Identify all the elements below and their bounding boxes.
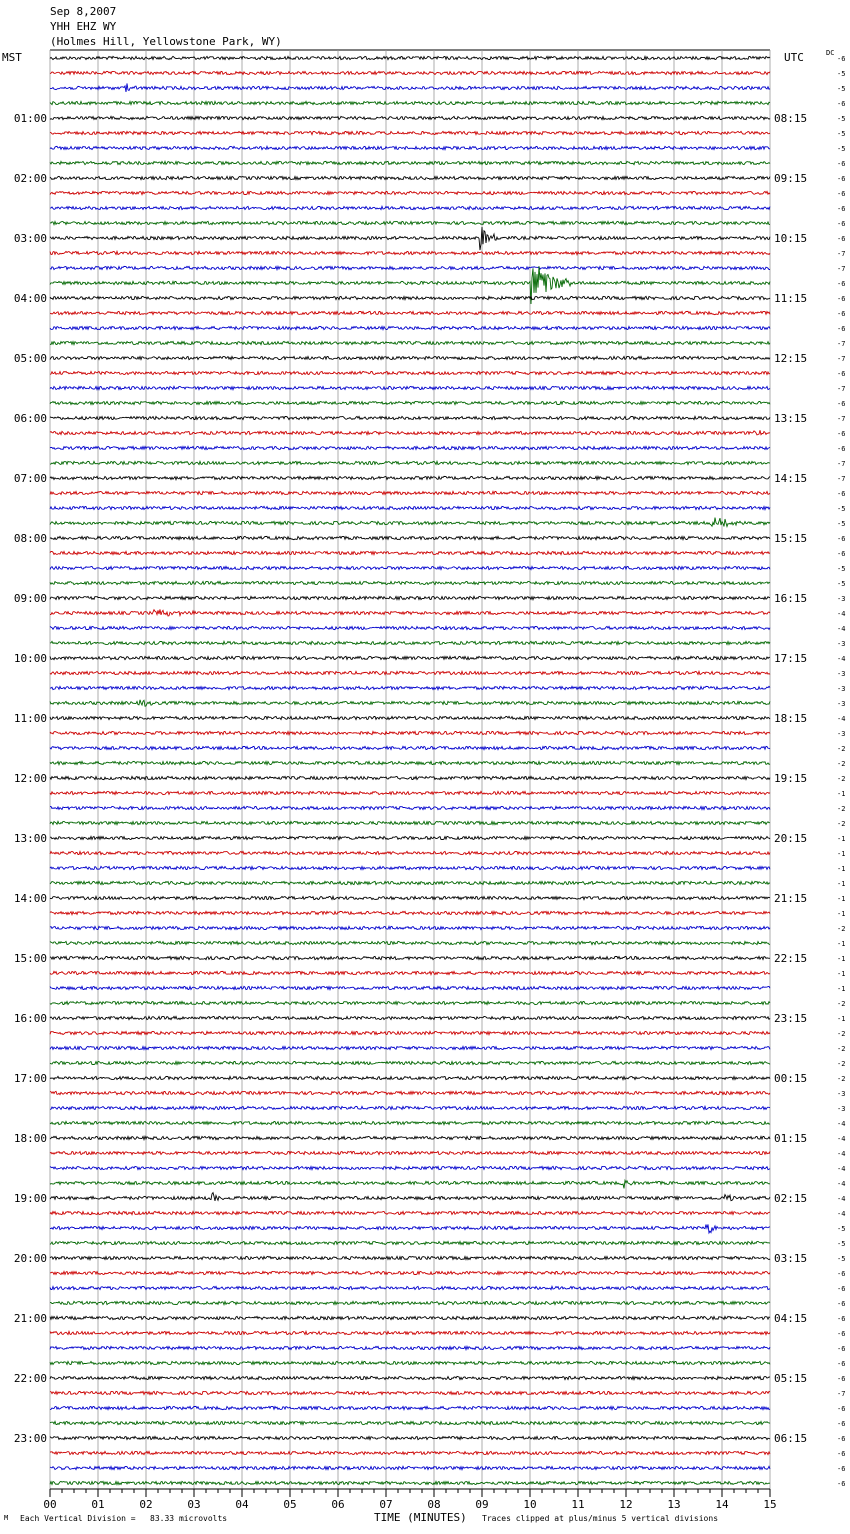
dc-offset-label: -5 bbox=[837, 130, 846, 138]
seismic-trace bbox=[50, 1076, 770, 1079]
seismic-trace bbox=[50, 1436, 770, 1439]
dc-offset-label: -1 bbox=[837, 940, 846, 948]
utc-hour-label: 20:15 bbox=[774, 832, 808, 845]
dc-offset-label: -6 bbox=[837, 280, 846, 288]
seismic-trace bbox=[50, 656, 770, 659]
dc-offset-label: -1 bbox=[837, 955, 846, 963]
seismic-trace bbox=[50, 1181, 770, 1189]
seismic-trace bbox=[50, 1211, 770, 1214]
x-tick-label: 07 bbox=[379, 1498, 393, 1511]
dc-offset-label: -7 bbox=[837, 475, 846, 483]
dc-offset-label: -6 bbox=[837, 220, 846, 228]
seismic-trace bbox=[50, 1406, 770, 1409]
seismic-trace bbox=[50, 1316, 770, 1319]
dc-offset-label: -1 bbox=[837, 895, 846, 903]
mst-hour-label: 11:00 bbox=[13, 712, 47, 725]
dc-offset-label: -6 bbox=[837, 370, 846, 378]
dc-offset-label: -6 bbox=[837, 175, 846, 183]
seismic-trace bbox=[50, 416, 770, 419]
dc-offset-label: -7 bbox=[837, 385, 846, 393]
seismic-trace bbox=[50, 836, 770, 839]
dc-offset-label: -6 bbox=[837, 1375, 846, 1383]
dc-offset-label: -5 bbox=[837, 1240, 846, 1248]
seismic-trace bbox=[50, 671, 770, 674]
seismic-trace bbox=[50, 326, 770, 329]
seismic-trace bbox=[50, 626, 770, 629]
seismic-trace bbox=[50, 806, 770, 809]
seismic-trace bbox=[50, 266, 770, 269]
seismic-trace bbox=[50, 641, 770, 644]
seismic-trace bbox=[50, 1331, 770, 1334]
seismic-trace bbox=[50, 83, 770, 92]
hour-label-group bbox=[14, 55, 846, 1488]
utc-hour-label: 06:15 bbox=[774, 1432, 808, 1445]
mst-hour-label: 17:00 bbox=[13, 1072, 47, 1085]
dc-offset-label: -6 bbox=[837, 445, 846, 453]
seismic-trace bbox=[50, 1121, 770, 1124]
x-tick-label: 12 bbox=[619, 1498, 633, 1511]
x-tick-label: 06 bbox=[331, 1498, 345, 1511]
seismic-trace bbox=[50, 1224, 770, 1233]
seismic-trace bbox=[50, 1031, 770, 1034]
dc-offset-label: -2 bbox=[837, 820, 846, 828]
dc-offset-label: -6 bbox=[837, 235, 846, 243]
seismic-trace bbox=[50, 776, 770, 779]
dc-offset-label: -1 bbox=[837, 880, 846, 888]
dc-offset-label: -7 bbox=[837, 1390, 846, 1398]
dc-offset-label: -6 bbox=[837, 1480, 846, 1488]
seismic-trace bbox=[50, 296, 770, 299]
dc-offset-label: -6 bbox=[837, 430, 846, 438]
seismic-trace bbox=[50, 116, 770, 119]
x-tick-label: 15 bbox=[763, 1498, 777, 1511]
mst-hour-label: 04:00 bbox=[13, 292, 47, 305]
seismic-trace bbox=[50, 1361, 770, 1364]
x-tick-label: 00 bbox=[43, 1498, 57, 1511]
dc-offset-label: -6 bbox=[837, 1465, 846, 1473]
utc-hour-label: 04:15 bbox=[774, 1312, 808, 1325]
dc-offset-label: -4 bbox=[837, 1210, 846, 1218]
dc-offset-label: -5 bbox=[837, 505, 846, 513]
scale-note: Each Vertical Division = 83.33 microvolts bbox=[20, 1514, 228, 1523]
x-tick-label: 08 bbox=[427, 1498, 441, 1511]
dc-offset-label: -6 bbox=[837, 1405, 846, 1413]
dc-offset-label: -4 bbox=[837, 1165, 846, 1173]
seismic-trace bbox=[50, 1286, 770, 1289]
utc-hour-label: 01:15 bbox=[774, 1132, 808, 1145]
dc-offset-label: -7 bbox=[837, 460, 846, 468]
x-tick-label: 11 bbox=[571, 1498, 585, 1511]
corner-mark: M bbox=[4, 1514, 9, 1522]
mst-hour-label: 13:00 bbox=[13, 832, 47, 845]
dc-offset-label: -6 bbox=[837, 295, 846, 303]
dc-offset-label: -2 bbox=[837, 760, 846, 768]
utc-hour-label: 21:15 bbox=[774, 892, 808, 905]
dc-offset-label: -2 bbox=[837, 805, 846, 813]
dc-offset-label: -6 bbox=[837, 100, 846, 108]
seismic-trace bbox=[50, 536, 770, 539]
seismic-trace bbox=[50, 131, 770, 134]
seismic-trace bbox=[50, 1061, 770, 1064]
utc-hour-label: 15:15 bbox=[774, 532, 808, 545]
seismic-trace bbox=[50, 1106, 770, 1109]
dc-offset-label: -4 bbox=[837, 655, 846, 663]
dc-offset-label: -6 bbox=[837, 1270, 846, 1278]
mst-hour-label: 07:00 bbox=[13, 472, 47, 485]
dc-offset-label: -2 bbox=[837, 1030, 846, 1038]
seismic-trace bbox=[50, 971, 770, 974]
seismic-trace bbox=[50, 371, 770, 374]
dc-offset-label: -6 bbox=[837, 1330, 846, 1338]
mst-hour-label: 05:00 bbox=[13, 352, 47, 365]
utc-hour-label: 22:15 bbox=[774, 952, 808, 965]
seismic-trace bbox=[50, 1166, 770, 1169]
utc-hour-label: 17:15 bbox=[774, 652, 808, 665]
dc-offset-label: -7 bbox=[837, 265, 846, 273]
seismic-trace bbox=[50, 1391, 770, 1394]
dc-offset-label: -1 bbox=[837, 1015, 846, 1023]
seismic-trace bbox=[50, 1046, 770, 1049]
utc-hour-label: 23:15 bbox=[774, 1012, 808, 1025]
seismic-trace bbox=[50, 461, 770, 464]
seismic-trace bbox=[50, 881, 770, 884]
dc-offset-label: -6 bbox=[837, 400, 846, 408]
x-tick-label: 09 bbox=[475, 1498, 489, 1511]
mst-hour-label: 03:00 bbox=[13, 232, 47, 245]
dc-offset-label: -2 bbox=[837, 1000, 846, 1008]
mst-hour-label: 06:00 bbox=[13, 412, 47, 425]
dc-offset-label: -6 bbox=[837, 535, 846, 543]
mst-hour-label: 16:00 bbox=[13, 1012, 47, 1025]
x-tick-label: 13 bbox=[667, 1498, 681, 1511]
dc-offset-label: -1 bbox=[837, 850, 846, 858]
seismic-trace bbox=[50, 71, 770, 74]
seismic-trace bbox=[50, 191, 770, 194]
seismic-trace bbox=[50, 221, 770, 224]
x-tick-label: 03 bbox=[187, 1498, 201, 1511]
seismic-trace bbox=[50, 1256, 770, 1259]
dc-offset-label: -7 bbox=[837, 340, 846, 348]
seismic-trace bbox=[50, 911, 770, 914]
seismic-trace bbox=[50, 1136, 770, 1139]
dc-offset-label: -1 bbox=[837, 835, 846, 843]
dc-offset-label: -6 bbox=[837, 1285, 846, 1293]
dc-offset-label: -5 bbox=[837, 70, 846, 78]
utc-hour-label: 09:15 bbox=[774, 172, 808, 185]
x-tick-label: 02 bbox=[139, 1498, 153, 1511]
dc-offset-label: -1 bbox=[837, 865, 846, 873]
seismic-trace bbox=[50, 821, 770, 824]
mst-hour-label: 02:00 bbox=[13, 172, 47, 185]
x-tick-label: 14 bbox=[715, 1498, 729, 1511]
seismic-trace bbox=[50, 956, 770, 959]
utc-hour-label: 00:15 bbox=[774, 1072, 808, 1085]
dc-offset-label: -6 bbox=[837, 205, 846, 213]
dc-offset-label: -5 bbox=[837, 1225, 846, 1233]
dc-offset-label: -5 bbox=[837, 565, 846, 573]
dc-offset-label: -1 bbox=[837, 790, 846, 798]
seismic-trace bbox=[50, 1241, 770, 1244]
dc-offset-label: -3 bbox=[837, 685, 846, 693]
header-date: Sep 8,2007 bbox=[50, 5, 117, 18]
dc-offset-label: -3 bbox=[837, 595, 846, 603]
dc-offset-label: -4 bbox=[837, 1120, 846, 1128]
seismic-trace bbox=[50, 581, 770, 584]
seismic-trace bbox=[50, 686, 770, 689]
clip-note: Traces clipped at plus/minus 5 vertical divisions bbox=[482, 1514, 719, 1523]
utc-hour-label: 08:15 bbox=[774, 112, 808, 125]
utc-hour-label: 19:15 bbox=[774, 772, 808, 785]
dc-offset-label: -2 bbox=[837, 745, 846, 753]
dc-offset-label: -4 bbox=[837, 715, 846, 723]
dc-offset-label: -3 bbox=[837, 700, 846, 708]
dc-offset-label: -2 bbox=[837, 1075, 846, 1083]
seismic-trace bbox=[50, 386, 770, 389]
seismic-trace bbox=[50, 1376, 770, 1379]
mst-hour-label: 01:00 bbox=[13, 112, 47, 125]
seismic-trace bbox=[50, 761, 770, 764]
x-tick-label: 01 bbox=[91, 1498, 105, 1511]
dc-offset-label: -6 bbox=[837, 325, 846, 333]
header-station: YHH EHZ WY bbox=[50, 20, 117, 33]
utc-hour-label: 05:15 bbox=[774, 1372, 808, 1385]
dc-offset-label: -2 bbox=[837, 1045, 846, 1053]
seismic-trace bbox=[50, 1451, 770, 1454]
utc-hour-label: 18:15 bbox=[774, 712, 808, 725]
dc-offset-label: -6 bbox=[837, 160, 846, 168]
mst-hour-label: 18:00 bbox=[13, 1132, 47, 1145]
dc-offset-label: -7 bbox=[837, 250, 846, 258]
seismic-trace bbox=[50, 941, 770, 944]
x-tick-label: 04 bbox=[235, 1498, 249, 1511]
mst-hour-label: 23:00 bbox=[13, 1432, 47, 1445]
dc-offset-label: -7 bbox=[837, 415, 846, 423]
x-axis-label: TIME (MINUTES) bbox=[374, 1511, 467, 1524]
utc-hour-label: 13:15 bbox=[774, 412, 808, 425]
seismic-trace bbox=[50, 491, 770, 494]
seismic-trace bbox=[50, 851, 770, 854]
x-tick-label: 05 bbox=[283, 1498, 297, 1511]
seismic-trace bbox=[50, 1193, 770, 1201]
utc-hour-label: 10:15 bbox=[774, 232, 808, 245]
dc-offset-label: -2 bbox=[837, 925, 846, 933]
dc-offset-label: -7 bbox=[837, 355, 846, 363]
dc-offset-label: -6 bbox=[837, 550, 846, 558]
seismic-trace bbox=[50, 1481, 770, 1484]
header-location: (Holmes Hill, Yellowstone Park, WY) bbox=[50, 35, 282, 48]
dc-offset-label: -4 bbox=[837, 1135, 846, 1143]
seismic-trace bbox=[50, 609, 770, 616]
dc-offset-label: -1 bbox=[837, 985, 846, 993]
dc-offset-label: -2 bbox=[837, 775, 846, 783]
dc-offset-label: -3 bbox=[837, 670, 846, 678]
dc-offset-label: -4 bbox=[837, 1150, 846, 1158]
utc-hour-label: 03:15 bbox=[774, 1252, 808, 1265]
dc-offset-label: -6 bbox=[837, 1300, 846, 1308]
mst-hour-label: 12:00 bbox=[13, 772, 47, 785]
utc-hour-label: 14:15 bbox=[774, 472, 808, 485]
dc-offset-label: -4 bbox=[837, 625, 846, 633]
seismic-trace bbox=[50, 596, 770, 599]
seismic-trace bbox=[50, 986, 770, 989]
dc-offset-label: -6 bbox=[837, 55, 846, 63]
dc-offset-label: -5 bbox=[837, 580, 846, 588]
seismic-trace bbox=[50, 1091, 770, 1094]
seismic-trace bbox=[50, 56, 770, 59]
mst-hour-label: 14:00 bbox=[13, 892, 47, 905]
dc-offset-label: -6 bbox=[837, 1420, 846, 1428]
seismic-trace bbox=[50, 206, 770, 209]
seismic-trace bbox=[50, 731, 770, 734]
seismic-trace bbox=[50, 161, 770, 164]
seismic-trace bbox=[50, 446, 770, 449]
seismic-trace bbox=[50, 1466, 770, 1469]
seismic-trace bbox=[50, 251, 770, 254]
seismic-trace bbox=[50, 101, 770, 104]
mst-hour-label: 08:00 bbox=[13, 532, 47, 545]
dc-offset-label: -2 bbox=[837, 1060, 846, 1068]
seismic-trace bbox=[50, 227, 770, 250]
seismic-trace bbox=[50, 1421, 770, 1424]
seismic-trace bbox=[50, 791, 770, 794]
mst-hour-label: 09:00 bbox=[13, 592, 47, 605]
seismic-trace bbox=[50, 356, 770, 359]
left-timezone-label: MST bbox=[2, 51, 22, 64]
mst-hour-label: 22:00 bbox=[13, 1372, 47, 1385]
dc-offset-label: -5 bbox=[837, 115, 846, 123]
mst-hour-label: 20:00 bbox=[13, 1252, 47, 1265]
dc-offset-label: -5 bbox=[837, 145, 846, 153]
seismic-trace bbox=[50, 176, 770, 179]
seismic-trace bbox=[50, 476, 770, 479]
dc-offset-label: -6 bbox=[837, 1450, 846, 1458]
right-timezone-label: UTC bbox=[784, 51, 804, 64]
seismic-trace bbox=[50, 716, 770, 719]
dc-offset-label: -1 bbox=[837, 910, 846, 918]
dc-offset-label: -3 bbox=[837, 1090, 846, 1098]
utc-hour-label: 02:15 bbox=[774, 1192, 808, 1205]
utc-hour-label: 12:15 bbox=[774, 352, 808, 365]
dc-offset-label: -6 bbox=[837, 310, 846, 318]
dc-offset-label: -6 bbox=[837, 1435, 846, 1443]
seismic-trace bbox=[50, 430, 770, 435]
x-axis bbox=[43, 1489, 776, 1511]
dc-offset-label: -5 bbox=[837, 85, 846, 93]
seismic-trace bbox=[50, 518, 770, 527]
seismic-trace bbox=[50, 926, 770, 929]
dc-offset-label: -6 bbox=[837, 190, 846, 198]
seismic-trace bbox=[50, 1346, 770, 1349]
mst-hour-label: 10:00 bbox=[13, 652, 47, 665]
dc-offset-label: -5 bbox=[837, 520, 846, 528]
seismic-trace bbox=[50, 311, 770, 314]
utc-hour-label: 16:15 bbox=[774, 592, 808, 605]
seismic-trace bbox=[50, 146, 770, 149]
mst-hour-label: 21:00 bbox=[13, 1312, 47, 1325]
dc-offset-label: -5 bbox=[837, 1255, 846, 1263]
dc-offset-label: -3 bbox=[837, 640, 846, 648]
dc-offset-label: -6 bbox=[837, 1315, 846, 1323]
dc-offset-label: -6 bbox=[837, 490, 846, 498]
dc-offset-label: -6 bbox=[837, 1345, 846, 1353]
dc-offset-label: -3 bbox=[837, 1105, 846, 1113]
dc-offset-label: -1 bbox=[837, 970, 846, 978]
dc-label: DC bbox=[826, 49, 835, 57]
x-tick-label: 10 bbox=[523, 1498, 537, 1511]
dc-offset-label: -4 bbox=[837, 1180, 846, 1188]
trace-group bbox=[50, 56, 770, 1484]
dc-offset-label: -4 bbox=[837, 1195, 846, 1203]
seismic-trace bbox=[50, 896, 770, 899]
seismic-trace bbox=[50, 746, 770, 749]
seismic-trace bbox=[50, 1151, 770, 1154]
seismic-trace bbox=[50, 1016, 770, 1019]
seismic-trace bbox=[50, 1001, 770, 1004]
dc-offset-label: -3 bbox=[837, 730, 846, 738]
seismic-trace bbox=[50, 506, 770, 509]
seismic-trace bbox=[50, 566, 770, 569]
dc-offset-label: -6 bbox=[837, 1360, 846, 1368]
utc-hour-label: 11:15 bbox=[774, 292, 808, 305]
seismic-trace bbox=[50, 1301, 770, 1304]
seismic-trace bbox=[50, 551, 770, 554]
seismic-trace bbox=[50, 700, 770, 706]
mst-hour-label: 19:00 bbox=[13, 1192, 47, 1205]
dc-offset-label: -4 bbox=[837, 610, 846, 618]
seismic-trace bbox=[50, 401, 770, 404]
seismic-trace bbox=[50, 866, 770, 869]
seismic-trace bbox=[50, 1271, 770, 1274]
mst-hour-label: 15:00 bbox=[13, 952, 47, 965]
seismic-trace bbox=[50, 341, 770, 344]
